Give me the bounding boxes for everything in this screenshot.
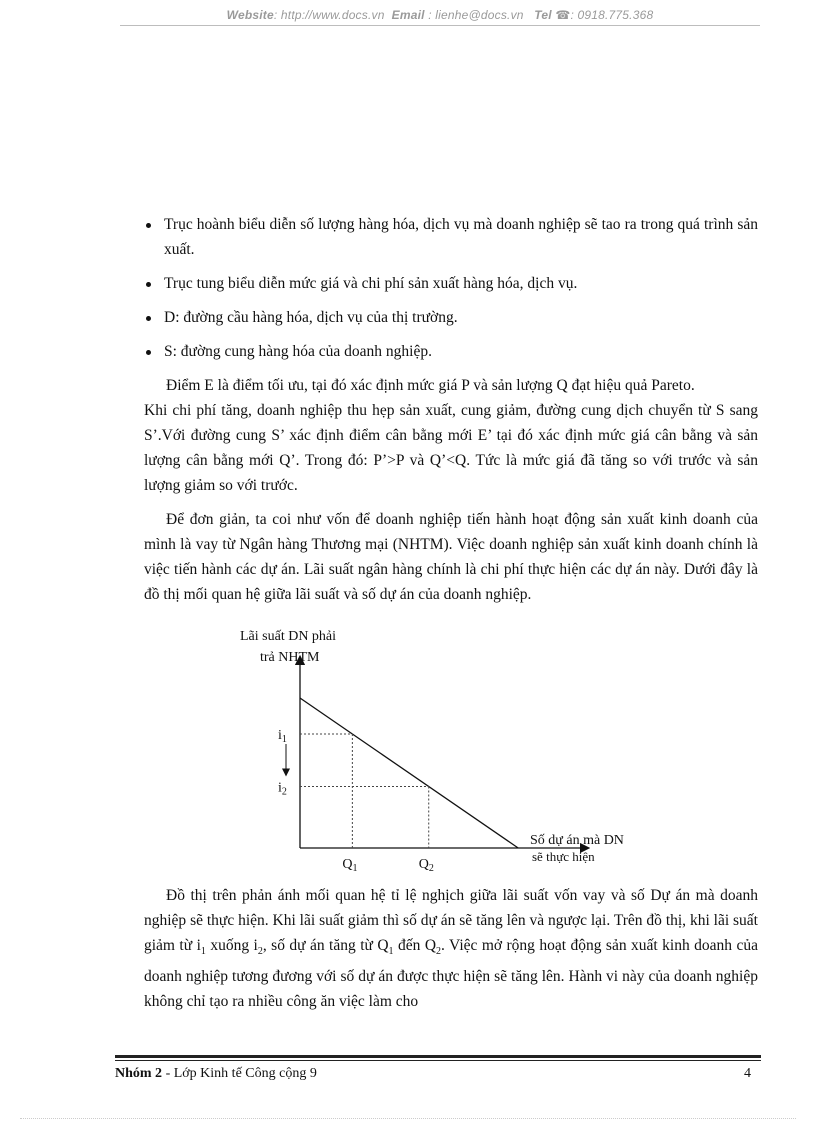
chart-svg [230,625,670,875]
page-number: 4 [744,1066,751,1081]
paragraph-interest-rate: Để đơn giản, ta coi như vốn để doanh nghiệp tiến hành hoạt động sản xuất kinh doanh của mình là vay từ Ngân hàng Thương mại (NHTM). Việc doanh nghiệp sản xuất kinh doanh chính là việc tiến hành các dự án. Lãi suất ngân hàng chính là chi phí thực hiện các dự án này. Dưới đây là đồ thị mối quan hệ giữa lãi suất và số dự án của doanh nghiệp. [144,511,758,603]
page-bottom-edge [20,1118,796,1119]
footer-group-label: Nhóm 2 - Lớp Kinh tế Công cộng 9 [115,1066,317,1081]
q1-label: $Q_1$ [342,857,358,874]
paragraph-equilibrium: Khi chi phí tăng, doanh nghiệp thu hẹp sản xuất, cung giảm, đường cung dịch chuyển từ S sang S’.Với đường cung S’ xác định điểm cân bằng mới E’ tại đó xác định mức giá cân bằng và sản lượng cân bằng mới Q’. Trong đó: P’>P và Q’<Q. Tức là mức giá đã tăng so với trước và sản lượng giảm so với trước. [144,402,758,494]
y-axis-label-line1: Lãi suất DN phải [240,629,337,644]
x-axis-label-line1: Số dự án mà DN [530,833,624,848]
tel-label: Tel [534,8,552,22]
demand-line [300,698,518,848]
list-item [144,212,758,262]
header-divider [120,25,760,26]
website-label: Website [226,8,274,22]
list-item [144,305,758,330]
main-content [144,212,758,616]
paragraph-equilibrium-first: Điểm E là điểm tối ưu, tại đó xác định mức giá P và sản lượng Q đạt hiệu quả Pareto. [166,377,695,394]
footer-divider-thick [115,1055,761,1058]
x-axis-label-line2: sẽ thực hiện [532,849,595,864]
list-item [144,339,758,364]
list-item-text: Trục hoành biểu diễn số lượng hàng hóa, dịch vụ mà doanh nghiệp sẽ tao ra trong quá trình sản xuất. [164,216,758,258]
paragraph-conclusion [144,883,758,1023]
q2-label: $Q_2$ [418,857,434,874]
bullet-icon [146,316,151,321]
interest-project-chart [230,625,670,875]
bullet-icon [146,282,151,287]
bullet-icon [146,223,151,228]
list-item [144,271,758,296]
tel-value: ☎: 0918.775.368 [555,8,654,22]
email-value: : lienhe@docs.vn [428,8,524,22]
footer-divider-thin [115,1060,761,1061]
y-axis-label-line2: trả NHTM [260,650,320,665]
page-header [120,8,760,22]
list-item-text: D: đường cầu hàng hóa, dịch vụ của thị trường. [164,309,458,326]
bullet-list [144,212,758,364]
bullet-icon [146,350,151,355]
website-url: : http://www.docs.vn [273,8,385,22]
list-item-text: Trục tung biểu diễn mức giá và chi phí sản xuất hàng hóa, dịch vụ. [164,275,578,292]
list-item-text: S: đường cung hàng hóa của doanh nghiệp. [164,343,432,360]
i1-label: $i_1$ [278,728,287,745]
i2-label: $i_2$ [278,780,287,798]
email-label: Email [391,8,425,22]
paragraph-conclusion-text: Đồ thị trên phản ánh mối quan hệ tỉ lệ nghịch giữa lãi suất vốn vay và số Dự án mà doanh nghiệp sẽ thực hiện. Khi lãi suất giảm thì số dự án sẽ tăng lên và ngược lại. Trên đồ thị, khi lãi suất giảm từ $i_1$ xuống $i_2$, số dự án tăng từ $Q_1$ đến $Q_2$. Việc mở rộng hoạt động sản xuất kinh doanh của doanh nghiệp tương đương với số dự án được thực hiện sẽ tăng lên. Hành vi này của doanh nghiệp không chỉ tạo ra nhiều công ăn việc làm cho [144,887,758,1011]
